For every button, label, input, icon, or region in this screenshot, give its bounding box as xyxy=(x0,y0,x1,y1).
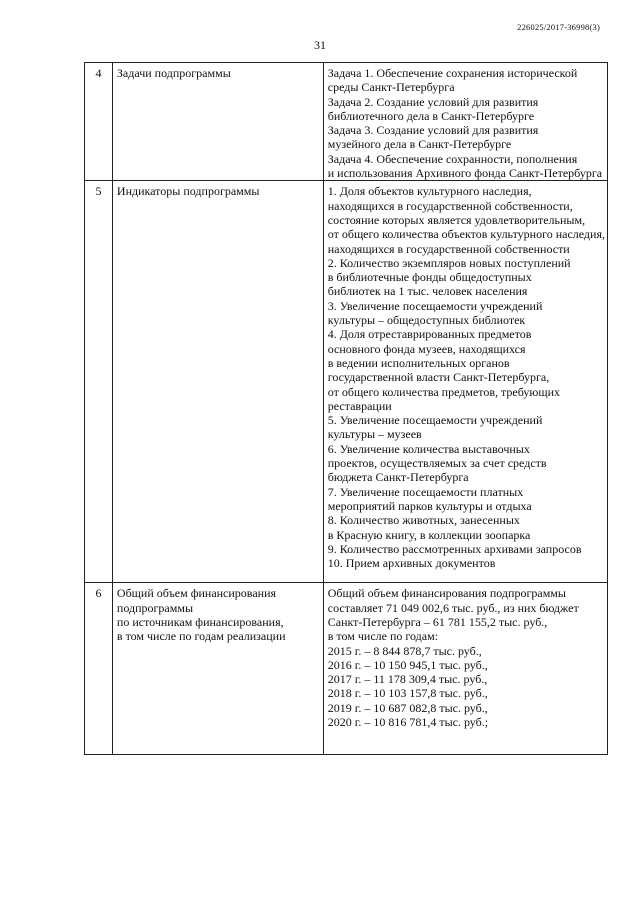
row-content-line: 9. Количество рассмотренных архивами запросов xyxy=(327,541,582,556)
row-content-line: от общего количества предметов, требующих xyxy=(327,384,561,399)
row-title-line: Индикаторы подпрограммы xyxy=(116,184,260,199)
row-content-line: от общего количества объектов культурного наследия, xyxy=(327,227,605,242)
row-title-cell xyxy=(112,583,323,755)
row-content-line: мероприятий парков культуры и отдыха xyxy=(327,498,532,513)
row-content-line: 2018 г. – 10 103 157,8 тыс. руб., xyxy=(327,686,488,701)
row-content-line: библиотек на 1 тыс. человек населения xyxy=(327,284,528,299)
row-content-line: находящихся в государственной собственности xyxy=(327,241,570,256)
row-content-line: 4. Доля отреставрированных предметов xyxy=(327,327,532,342)
row-content-line: в том числе по годам: xyxy=(327,629,439,644)
table-body xyxy=(85,63,608,755)
row-title-line: Общий объем финансирования xyxy=(116,586,277,601)
row-content-line: и использования Архивного фонда Санкт-Петербурга xyxy=(327,166,603,181)
row-content-line: реставрации xyxy=(327,398,392,413)
row-number-cell: 5 xyxy=(85,181,113,583)
row-content-line: 10. Прием архивных документов xyxy=(327,556,496,571)
row-content-line: в Красную книгу, в коллекции зоопарка xyxy=(327,527,531,542)
row-content-line: 2017 г. – 11 178 309,4 тыс. руб., xyxy=(327,672,488,687)
row-content-cell xyxy=(323,63,607,181)
row-number-cell: 4 xyxy=(85,63,113,181)
row-content-line: культуры – музеев xyxy=(327,427,422,442)
row-number-cell: 6 xyxy=(85,583,113,755)
row-content-line: 2015 г. – 8 844 878,7 тыс. руб., xyxy=(327,643,482,658)
row-content-line: состояние которых является удовлетворительным, xyxy=(327,212,586,227)
row-content-cell xyxy=(323,583,607,755)
row-content-line: библиотечного дела в Санкт-Петербурге xyxy=(327,108,535,123)
row-content-cell xyxy=(323,181,607,583)
row-content-line: бюджета Санкт-Петербурга xyxy=(327,470,469,485)
row-content-line: государственной власти Санкт-Петербурга, xyxy=(327,370,550,385)
row-content-line: в библиотечные фонды общедоступных xyxy=(327,270,532,285)
row-content-line: 5. Увеличение посещаемости учреждений xyxy=(327,413,543,428)
row-content-line: проектов, осуществляемых за счет средств xyxy=(327,456,547,471)
row-content-line: 6. Увеличение количества выставочных xyxy=(327,441,530,456)
row-content-line: 1. Доля объектов культурного наследия, xyxy=(327,184,532,199)
row-title-line: Задачи подпрограммы xyxy=(116,66,231,80)
row-content-line: Санкт-Петербурга – 61 781 155,2 тыс. руб., xyxy=(327,614,548,629)
row-content-line: 2. Количество экземпляров новых поступлений xyxy=(327,255,571,270)
table-row xyxy=(85,63,608,181)
program-passport-table xyxy=(84,62,608,755)
row-content-line: находящихся в государственной собственности, xyxy=(327,198,573,213)
row-title-cell xyxy=(112,63,323,181)
row-content-line: 2016 г. – 10 150 945,1 тыс. руб., xyxy=(327,657,488,672)
row-content-line: 3. Увеличение посещаемости учреждений xyxy=(327,298,543,313)
table-row xyxy=(85,583,608,755)
row-content-line: Задача 4. Обеспечение сохранности, пополнения xyxy=(327,151,578,166)
row-content-line: составляет 71 049 002,6 тыс. руб., из них бюджет xyxy=(327,600,579,615)
row-content-line: Задача 3. Создание условий для развития xyxy=(327,123,539,138)
page-number: 31 xyxy=(314,38,326,52)
row-content-line: 2020 г. – 10 816 781,4 тыс. руб.; xyxy=(327,715,489,730)
row-content-line: Задача 1. Обеспечение сохранения исторической xyxy=(327,66,578,80)
row-title-line: в том числе по годам реализации xyxy=(116,629,286,644)
row-content-line: 8. Количество животных, занесенных xyxy=(327,513,520,528)
row-title-cell xyxy=(112,181,323,583)
row-content-line: Общий объем финансирования подпрограммы xyxy=(327,586,566,601)
row-content-line: среды Санкт-Петербурга xyxy=(327,80,455,95)
row-content-line: Задача 2. Создание условий для развития xyxy=(327,94,539,109)
row-content-line: 2019 г. – 10 687 082,8 тыс. руб., xyxy=(327,700,488,715)
row-content-line: 7. Увеличение посещаемости платных xyxy=(327,484,524,499)
row-title-line: подпрограммы xyxy=(116,600,194,615)
row-content-line: культуры – общедоступных библиотек xyxy=(327,313,526,328)
row-content-line: музейного дела в Санкт-Петербурге xyxy=(327,137,512,152)
row-content-line: в ведении исполнительных органов xyxy=(327,355,510,370)
table-row xyxy=(85,181,608,583)
row-title-line: по источникам финансирования, xyxy=(116,614,284,629)
row-content-line: основного фонда музеев, находящихся xyxy=(327,341,526,356)
document-id: 226025/2017-36998(3) xyxy=(517,22,600,32)
